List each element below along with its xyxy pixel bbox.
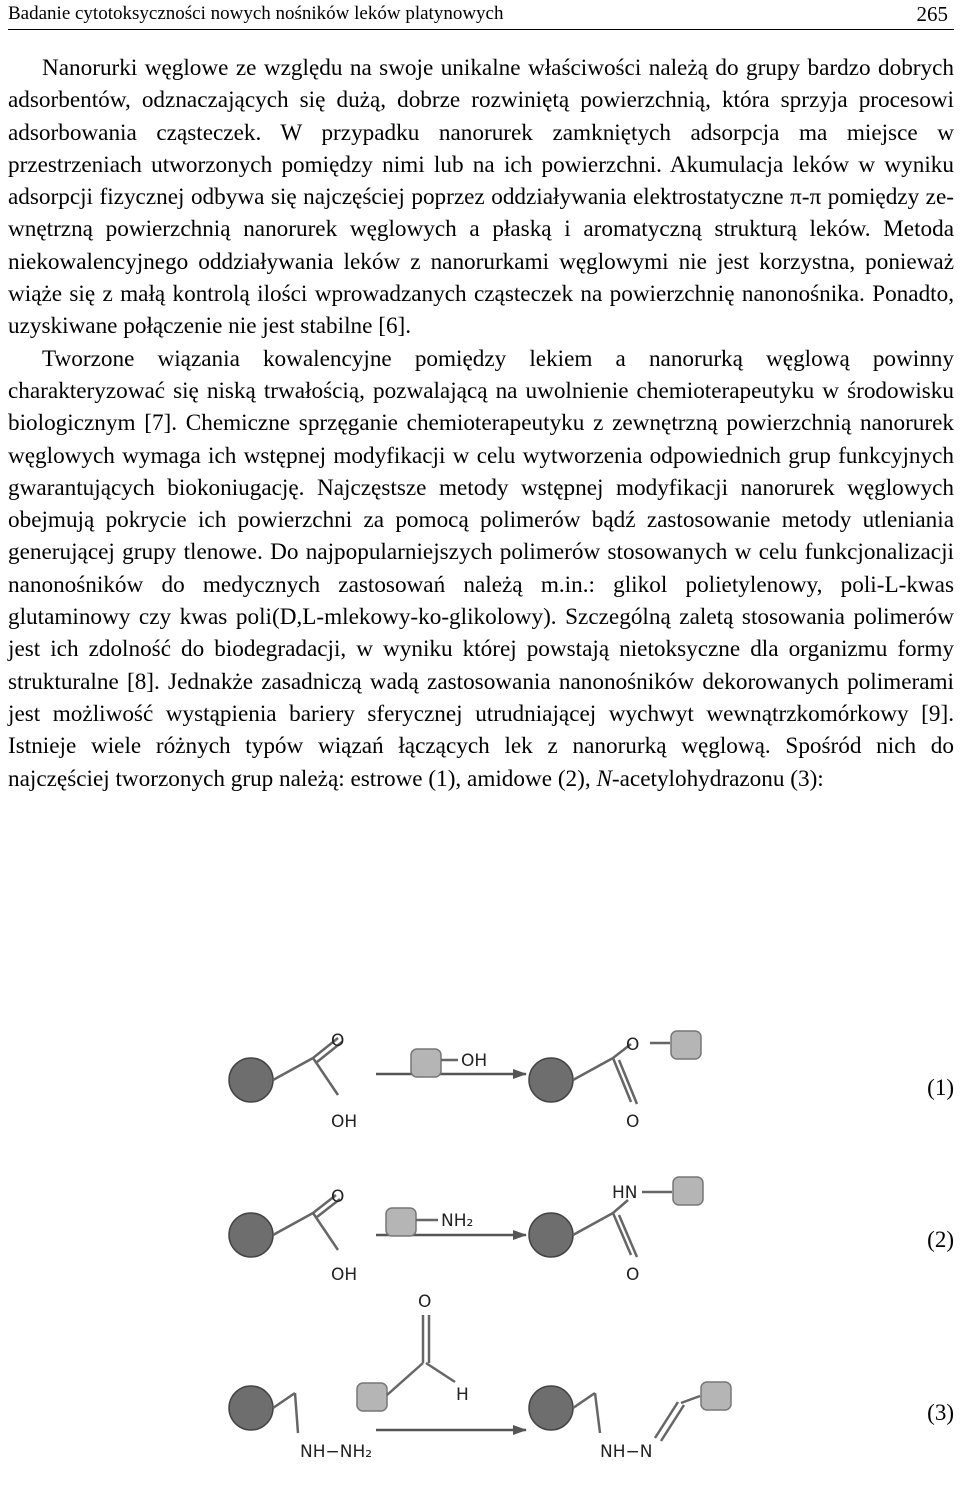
nanotube-sphere	[529, 1058, 573, 1102]
nanotube-sphere	[229, 1058, 273, 1102]
nanotube-sphere	[229, 1386, 273, 1430]
reaction-scheme-svg	[0, 1010, 960, 1489]
reaction-2	[229, 1177, 703, 1285]
nanotube-sphere	[229, 1213, 273, 1257]
drug-square	[386, 1208, 416, 1236]
label-o: O	[331, 1031, 345, 1051]
label-o: O	[626, 1035, 640, 1055]
label-o: O	[331, 1187, 345, 1207]
label-hn: HN	[612, 1183, 638, 1203]
label-oh-reagent: OH	[461, 1051, 488, 1071]
label-h: H	[456, 1385, 469, 1405]
body-text	[8, 52, 954, 795]
drug-square	[357, 1383, 387, 1411]
label-o: O	[418, 1292, 432, 1312]
paragraph-2	[8, 343, 954, 795]
paragraph-1: Nanorurki węglowe ze względu na swoje unikalne właściwości należą do grupy bardzo dobrych adsorbentów, odznaczających się dużą, dobrze rozwiniętą powierzchnią, która sprzyja procesowi adsorbowania cząsteczek. W przypadku nanorurek zamkniętych adsorpcja ma miejsce w przestrzeniach utworzonych pomiędzy nimi lub na ich powierzchni. Akumulacja leków w wyniku adsorpcji fizycznej odbywa się najczęściej poprzez oddziaływania elektrostatyczne π-π pomiędzy zewnętrzną powierzchnią nanorurek węglowych a płaską i aromatyczną strukturą leków. Metoda niekowalencyjnego oddziaływania leków z nanorurkami węglowymi nie jest korzystna, ponieważ wiąże się z małą kontrolą ilości wprowadzanych cząsteczek na powierzchnię nanonośnika. Ponadto, uzyskiwane połączenie nie jest stabilne [6].	[8, 55, 954, 340]
nanotube-sphere	[529, 1213, 573, 1257]
page-number: 265	[916, 2, 948, 26]
drug-square	[411, 1049, 441, 1077]
equation-number-3: (3)	[927, 1400, 954, 1425]
running-header	[8, 0, 954, 30]
label-oh: OH	[331, 1112, 358, 1132]
paragraph-2-tail: -acetylohydrazonu (3):	[611, 765, 824, 792]
running-title: Badanie cytotoksyczności nowych nośników leków platynowych	[8, 3, 504, 24]
italic-n: N	[596, 765, 612, 792]
label-o: O	[626, 1265, 640, 1285]
drug-square	[673, 1177, 703, 1205]
reaction-scheme	[0, 1010, 960, 1489]
paragraph-2-text: Tworzone wiązania kowalencyjne pomiędzy lekiem a nanorurką węglową powinny charakteryzować się niską trwałością, pozwalającą na uwolnienie chemioterapeutyku w środowisku biologicznym [7]. Chemiczne sprzęganie chemioterapeutyku z zewnętrzną powierzchnią nanorurek węglowych wymaga ich wstępnej modyfikacji w celu wytworzenia odpowiednich grup funkcyjnych gwarantujących biokoniugację. Najczęstsze metody wstępnej modyfikacji nanorurek węglowych obejmują pokrycie ich powierzchni za pomocą polimerów bądź zastosowanie metody utleniania generującej grupy tlenowe. Do najpopularniejszych polimerów stosowanych w celu funkcjonalizacji nanonośników do medycznych zastosowań należą m.in.: glikol polietylenowy, poli-L-kwas glutaminowy czy kwas poli(D,L-mlekowy-ko-glikolowy). Szczególną zaletą stosowania polimerów jest ich zdolność do biodegradacji, w wyniku której powstają nietoksyczne dla organizmu formy strukturalne [8]. Jednakże zasadniczą wadą zastosowania nanonośników dekorowanych polimerami jest możliwość wystąpienia bariery sferycznej utrudniającej wychwyt wewnątrzkomórkowy [9]. Istnieje wiele różnych typów wiązań łączących lek z nanorurką węglową. Spośród nich do najczęściej tworzonych grup należą: estrowe (1), amidowe (2),	[8, 345, 954, 792]
equation-number-1: (1)	[927, 1075, 954, 1100]
equation-number-2: (2)	[927, 1227, 954, 1252]
label-oh: OH	[331, 1265, 358, 1285]
reaction-3	[229, 1292, 731, 1462]
drug-square	[701, 1382, 731, 1410]
label-o: O	[626, 1112, 640, 1132]
label-nh2: NH₂	[441, 1211, 474, 1231]
label-nh-nh2: NH−NH₂	[300, 1442, 373, 1462]
drug-square	[671, 1031, 701, 1059]
reaction-1	[229, 1031, 701, 1132]
nanotube-sphere	[529, 1386, 573, 1430]
label-nh-n: NH−N	[600, 1442, 653, 1462]
